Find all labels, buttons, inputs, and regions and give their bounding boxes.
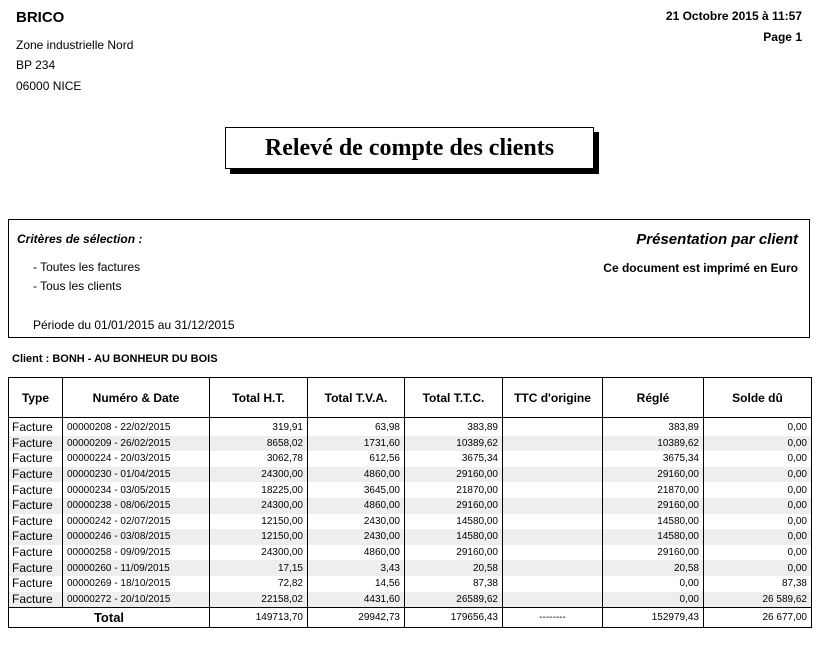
cell-regle: 29160,00 (603, 498, 704, 514)
cell-type: Facture (9, 418, 63, 436)
table-header-row (9, 378, 812, 418)
table-row (9, 514, 812, 530)
currency-note: Ce document est imprimé en Euro (603, 261, 798, 275)
cell-regle: 20,58 (603, 560, 704, 576)
table-row (9, 529, 812, 545)
cell-total-tva: 4431,60 (308, 592, 405, 608)
column-header-total-ht: Total H.T. (210, 378, 308, 418)
column-header-type: Type (9, 378, 63, 418)
cell-regle: 14580,00 (603, 514, 704, 530)
table-row (9, 498, 812, 514)
cell-total-ht: 319,91 (210, 418, 308, 436)
cell-total-ht: 17,15 (210, 560, 308, 576)
cell-total-ttc: 10389,62 (405, 436, 503, 452)
company-address-line: BP 234 (16, 58, 56, 72)
cell-regle: 29160,00 (603, 467, 704, 483)
presentation-mode: Présentation par client (636, 231, 798, 248)
cell-regle: 3675,34 (603, 451, 704, 467)
cell-solde: 0,00 (704, 482, 812, 498)
cell-type: Facture (9, 592, 63, 608)
cell-total-ttc: 14580,00 (405, 514, 503, 530)
cell-type: Facture (9, 451, 63, 467)
cell-total-ttc: 3675,34 (405, 451, 503, 467)
cell-total-tva: 1731,60 (308, 436, 405, 452)
cell-total-ht: 3062,78 (210, 451, 308, 467)
cell-total-tva: 4860,00 (308, 498, 405, 514)
criteria-title: Critères de sélection : (17, 232, 143, 246)
column-header-total-tva: Total T.V.A. (308, 378, 405, 418)
total-label: Total (9, 608, 210, 628)
total-ht: 149713,70 (210, 608, 308, 628)
cell-type: Facture (9, 545, 63, 561)
cell-total-tva: 4860,00 (308, 545, 405, 561)
cell-ttc-origine (503, 529, 603, 545)
column-header-regle: Réglé (603, 378, 704, 418)
cell-regle: 383,89 (603, 418, 704, 436)
cell-solde: 0,00 (704, 529, 812, 545)
table-row (9, 418, 812, 436)
cell-regle: 29160,00 (603, 545, 704, 561)
total-ttc: 179656,43 (405, 608, 503, 628)
cell-total-ttc: 14580,00 (405, 529, 503, 545)
cell-ttc-origine (503, 545, 603, 561)
cell-total-ttc: 29160,00 (405, 467, 503, 483)
cell-total-tva: 2430,00 (308, 529, 405, 545)
cell-number-date: 00000208 - 22/02/2015 (63, 418, 210, 436)
cell-type: Facture (9, 498, 63, 514)
cell-ttc-origine (503, 498, 603, 514)
cell-total-ht: 24300,00 (210, 498, 308, 514)
table-row (9, 560, 812, 576)
cell-type: Facture (9, 560, 63, 576)
cell-ttc-origine (503, 418, 603, 436)
cell-total-ttc: 20,58 (405, 560, 503, 576)
cell-total-ttc: 29160,00 (405, 545, 503, 561)
cell-regle: 0,00 (603, 592, 704, 608)
table-row (9, 592, 812, 608)
cell-ttc-origine (503, 576, 603, 592)
company-address-line: Zone industrielle Nord (16, 38, 134, 52)
cell-total-ht: 24300,00 (210, 467, 308, 483)
cell-total-ht: 8658,02 (210, 436, 308, 452)
cell-solde: 0,00 (704, 436, 812, 452)
cell-total-tva: 4860,00 (308, 467, 405, 483)
company-address-line: 06000 NICE (16, 79, 82, 93)
cell-number-date: 00000269 - 18/10/2015 (63, 576, 210, 592)
column-header-solde: Solde dû (704, 378, 812, 418)
cell-total-ttc: 87,38 (405, 576, 503, 592)
cell-total-ht: 12150,00 (210, 514, 308, 530)
cell-number-date: 00000242 - 02/07/2015 (63, 514, 210, 530)
table-row (9, 545, 812, 561)
total-row (9, 608, 812, 628)
cell-solde: 0,00 (704, 467, 812, 483)
cell-type: Facture (9, 576, 63, 592)
total-tva: 29942,73 (308, 608, 405, 628)
cell-type: Facture (9, 514, 63, 530)
cell-total-ttc: 26589,62 (405, 592, 503, 608)
table-row (9, 482, 812, 498)
cell-total-ht: 18225,00 (210, 482, 308, 498)
cell-total-ttc: 29160,00 (405, 498, 503, 514)
cell-ttc-origine (503, 560, 603, 576)
cell-type: Facture (9, 529, 63, 545)
cell-type: Facture (9, 467, 63, 483)
criteria-item: - Tous les clients (33, 279, 122, 293)
cell-number-date: 00000238 - 08/06/2015 (63, 498, 210, 514)
cell-total-ht: 22158,02 (210, 592, 308, 608)
cell-number-date: 00000246 - 03/08/2015 (63, 529, 210, 545)
cell-total-ttc: 383,89 (405, 418, 503, 436)
column-header-number-date: Numéro & Date (63, 378, 210, 418)
cell-total-ht: 12150,00 (210, 529, 308, 545)
cell-total-tva: 3,43 (308, 560, 405, 576)
company-name: BRICO (16, 9, 65, 26)
selection-criteria-panel (8, 219, 810, 338)
table-row (9, 436, 812, 452)
cell-total-tva: 63,98 (308, 418, 405, 436)
cell-ttc-origine (503, 436, 603, 452)
cell-solde: 0,00 (704, 451, 812, 467)
cell-ttc-origine (503, 451, 603, 467)
cell-number-date: 00000230 - 01/04/2015 (63, 467, 210, 483)
table-row (9, 576, 812, 592)
cell-total-ht: 24300,00 (210, 545, 308, 561)
total-ttc-origine: -------- (503, 608, 603, 628)
client-heading: Client : BONH - AU BONHEUR DU BOIS (12, 353, 218, 365)
criteria-item: - Toutes les factures (33, 260, 141, 274)
cell-solde: 87,38 (704, 576, 812, 592)
cell-solde: 0,00 (704, 560, 812, 576)
table-row (9, 467, 812, 483)
total-solde: 26 677,00 (704, 608, 812, 628)
cell-solde: 26 589,62 (704, 592, 812, 608)
cell-solde: 0,00 (704, 545, 812, 561)
cell-number-date: 00000209 - 26/02/2015 (63, 436, 210, 452)
document-title: Relevé de compte des clients (264, 134, 555, 161)
cell-type: Facture (9, 436, 63, 452)
cell-number-date: 00000272 - 20/10/2015 (63, 592, 210, 608)
cell-total-tva: 3645,00 (308, 482, 405, 498)
cell-ttc-origine (503, 514, 603, 530)
total-regle: 152979,43 (603, 608, 704, 628)
document-title-box (225, 127, 594, 169)
cell-regle: 14580,00 (603, 529, 704, 545)
print-date: 21 Octobre 2015 à 11:57 (665, 9, 802, 23)
cell-solde: 0,00 (704, 514, 812, 530)
cell-ttc-origine (503, 482, 603, 498)
cell-total-tva: 14,56 (308, 576, 405, 592)
cell-regle: 0,00 (603, 576, 704, 592)
cell-total-ttc: 21870,00 (405, 482, 503, 498)
cell-solde: 0,00 (704, 418, 812, 436)
cell-number-date: 00000224 - 20/03/2015 (63, 451, 210, 467)
cell-solde: 0,00 (704, 498, 812, 514)
cell-total-tva: 2430,00 (308, 514, 405, 530)
column-header-total-ttc: Total T.T.C. (405, 378, 503, 418)
cell-regle: 21870,00 (603, 482, 704, 498)
cell-total-tva: 612,56 (308, 451, 405, 467)
cell-type: Facture (9, 482, 63, 498)
cell-ttc-origine (503, 467, 603, 483)
column-header-ttc-origine: TTC d'origine (503, 378, 603, 418)
cell-number-date: 00000260 - 11/09/2015 (63, 560, 210, 576)
cell-number-date: 00000258 - 09/09/2015 (63, 545, 210, 561)
account-statement-table (8, 377, 812, 628)
criteria-period: Période du 01/01/2015 au 31/12/2015 (33, 318, 235, 332)
cell-regle: 10389,62 (603, 436, 704, 452)
table-row (9, 451, 812, 467)
cell-ttc-origine (503, 592, 603, 608)
cell-total-ht: 72,82 (210, 576, 308, 592)
page-number: Page 1 (763, 30, 802, 44)
cell-number-date: 00000234 - 03/05/2015 (63, 482, 210, 498)
